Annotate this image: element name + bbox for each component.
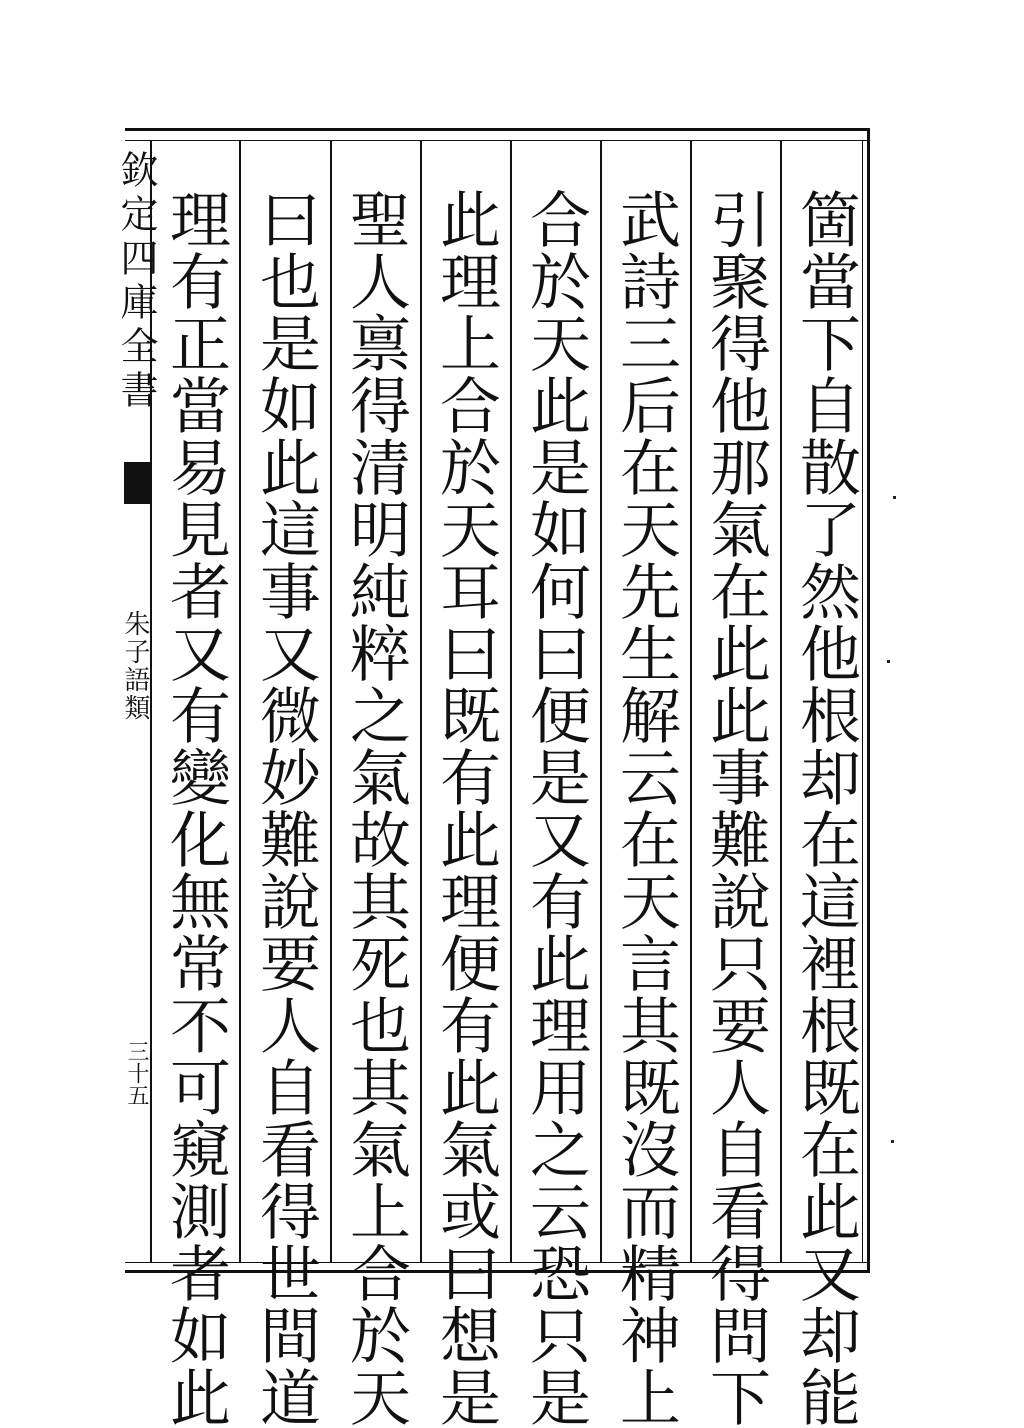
scan-speck — [893, 496, 896, 499]
column-rule — [330, 140, 332, 1262]
text-column-2: 引聚得他那氣在此此事難說只要人自看得問下 — [700, 188, 771, 1428]
text-column-8: 理有正當易見者又有變化無常不可窺測者如此 — [160, 188, 231, 1428]
column-rule — [239, 140, 241, 1262]
column-rule — [420, 140, 422, 1262]
text-column-5: 此理上合於天耳曰既有此理便有此氣或曰想是 — [430, 188, 501, 1428]
margin-page-number: 三十五 — [124, 1040, 149, 1106]
scan-speck — [891, 1140, 894, 1143]
column-rule — [510, 140, 512, 1262]
column-rule — [780, 140, 782, 1262]
text-column-3: 武詩三后在天先生解云在天言其既沒而精神上 — [610, 188, 681, 1428]
column-rule — [600, 140, 602, 1262]
text-column-1: 箇當下自散了然他根却在這裡根既在此又却能 — [790, 188, 861, 1428]
text-column-6: 聖人禀得清明純粹之氣故其死也其氣上合於天 — [340, 188, 411, 1428]
margin-title: 欽定四庫全書 — [114, 150, 158, 414]
text-column-7: 曰也是如此這事又微妙難說要人自看得世間道 — [250, 188, 321, 1428]
frame-inner-top-rule — [125, 140, 870, 141]
column-rule — [690, 140, 692, 1262]
margin-book-title: 朱子語類 — [120, 610, 150, 722]
fishtail-mark — [124, 462, 152, 504]
text-column-4: 合於天此是如何曰便是又有此理用之云恐只是 — [520, 188, 591, 1428]
scan-speck — [887, 660, 890, 663]
